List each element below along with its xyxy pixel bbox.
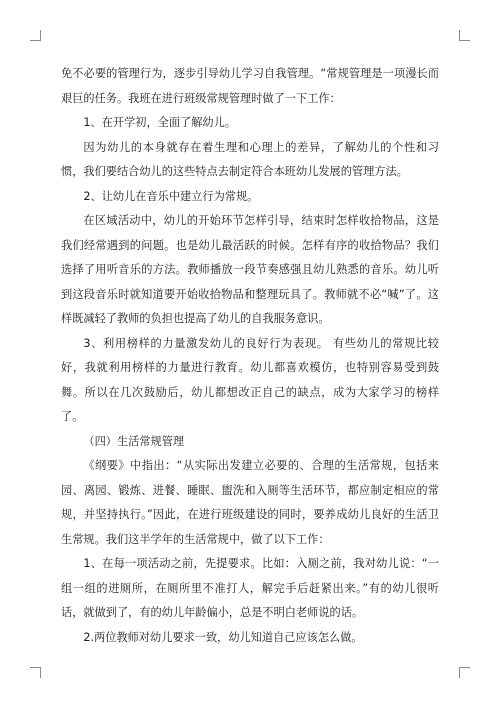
page-corner-mark-top-right [459, 30, 470, 41]
paragraph-point-3: 3、利用榜样的力量激发幼儿的良好行为表现。 有些幼儿的常规比较好，我就利用榜样的力量进行教育。幼儿都喜欢模仿，也特别容易受到鼓舞。所以在几次鼓励后，幼儿都想改正自己的缺点，成为大家学习的榜样了。 [61, 336, 439, 423]
paragraph-life-point-1: 1、在每一项活动之前，先提要求。比如：入厕之前，我对幼儿说：“一组一组的进厕所，在厕所里不准打人，解完手后赶紧出来。”有的幼儿很听话，就做到了，有的幼儿年龄偏小，总是不明白老师说的话。 [61, 557, 439, 619]
page-corner-mark-bottom-right [459, 667, 470, 678]
paragraph-point-2-title: 2、让幼儿在音乐中建立行为常规。 [83, 189, 259, 203]
page-corner-mark-top-left [30, 30, 41, 41]
section-heading-life-routine: （四）生活常规管理 [83, 434, 185, 448]
page-corner-mark-bottom-left [30, 667, 41, 678]
paragraph-intro: 免不必要的管理行为，逐步引导幼儿学习自我管理。“常规管理是一项漫长而艰巨的任务。我班在进行班级常规管理时做了一下工作： [61, 67, 439, 105]
paragraph-life-point-2: 2.两位教师对幼儿要求一致，幼儿知道自己应该怎么做。 [83, 630, 363, 644]
paragraph-point-1-body: 因为幼儿的本身就存在着生理和心理上的差异，了解幼儿的个性和习惯，我们要结合幼儿的这些特点去制定符合本班幼儿发展的管理方法。 [61, 140, 439, 178]
paragraph-point-2-body: 在区域活动中，幼儿的开始环节怎样引导，结束时怎样收拾物品，这是我们经常遇到的问题。也是幼儿最活跃的时候。怎样有序的收拾物品？我们选择了用听音乐的方法。教师播放一段节奏感强且幼儿熟悉的音乐。幼儿听到这段音乐时就知道要开始收拾物品和整理玩具了。教师就不必“喊”了。这样既减轻了教师的负担也提高了幼儿的自我服务意识。 [61, 214, 439, 325]
paragraph-point-1-title: 1、在开学初，全面了解幼儿。 [83, 116, 236, 129]
paragraph-guideline-quote: 《纲要》中指出：“从实际出发建立必要的、合理的生活常规，包括来园、离园、锻炼、进餐、睡眠、盥洗和入厕等生活环节，都应制定相应的常规，并坚持执行。”因此，在进行班级建设的同时，要养成幼儿良好的生活卫生常规。我们这半学年的生活常规中，做了以下工作： [61, 459, 439, 546]
document-page [61, 62, 439, 650]
